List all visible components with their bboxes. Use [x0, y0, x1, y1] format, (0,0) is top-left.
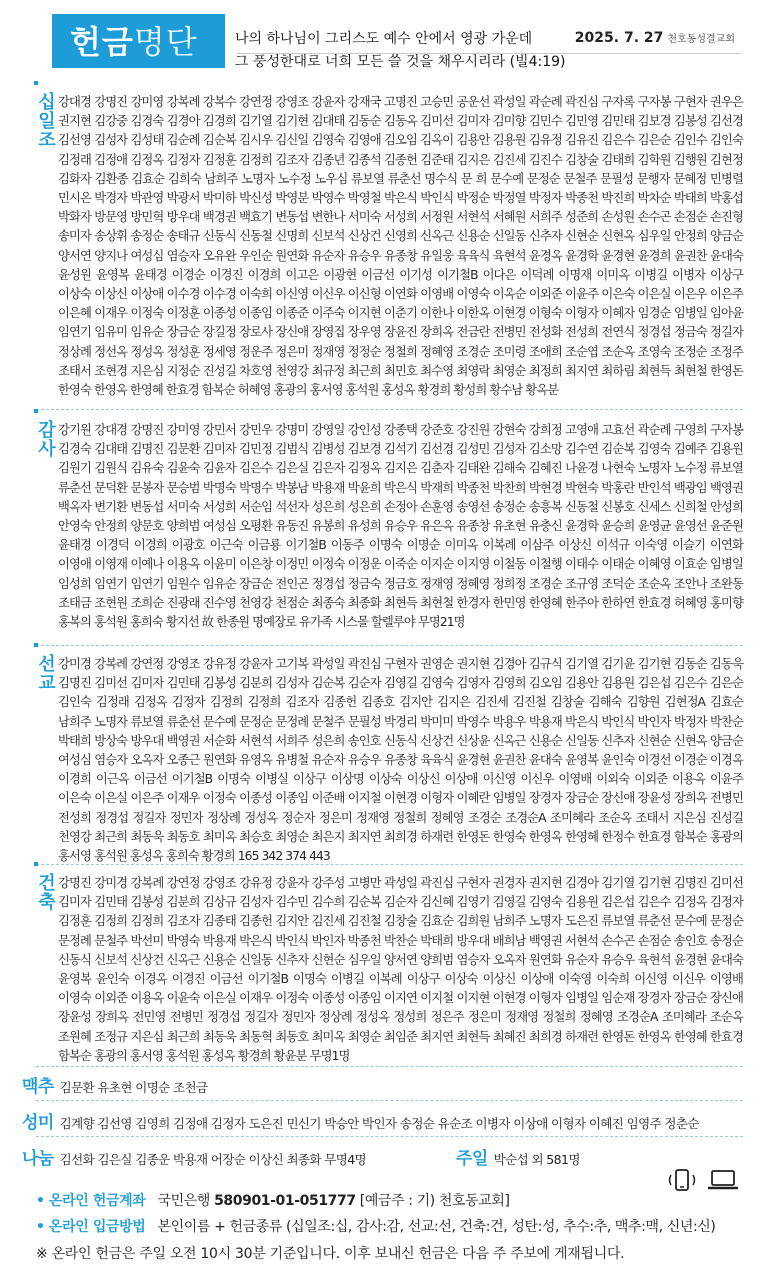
online-icons	[667, 1170, 739, 1194]
header-divider	[237, 53, 741, 54]
section-mission	[24, 655, 743, 866]
row-label: 성미	[22, 1113, 54, 1133]
section-names: 강미경 강복례 강연정 강영조 강유정 강윤자 고기복 곽성일 곽진심 구현자 권영순 권지현 김경아 김규식 김기열 김기윤 김기현 김동순 김동욱 김명진 김미선 김미자 김민태 김봉성 김분희 김성자 김순복 김순자 김영길 김영숙 김영자 김영희 김오임 김용안 김용원 김은섭 김은수 김은순 김인숙 김정래 김정옥 김정자 김정희 김정희 김조자 김종헌 김종호 김지안 김지은 김진세 김진철 김창술 김해숙 김향원 김현정A 김효순 남희주 노명자 류보열 류춘선 문수예 문정순 문정례 문철주 문필성 박경리 박미미 박영수 박용우 박용재 박은식 박인식 박인자 박정자 박찬순 박태희 방상숙 방우대 백영권 서순화 서현석 서희주 성은희 송인호 신동식 신상건 신상윤 신옥근 신용순 신일동 신추자 신현순 신현옥 양금순 여성심 염승자 오옥자 오종근 원연화 유영옥 유병철 유순자 유승우 유종창 육육식 윤경현 윤권찬 윤대숙 윤영복 윤인숙 이경선 이경순 이경옥 이경희 이근옥 이금선 이기철B 이명숙 이병실 이상구 이상명 이상숙 이상신 이상애 이신영 이신우 이영배 이외숙 이외준 이용옥 이윤주 이은숙 이은실 이은주 이재우 이정숙 이종성 이종임 이준배 이지철 이현경 이형자 이혜란 임병일 장경자 장금순 장신애 장윤성 장희옥 전병민 전성희 정경섭 정길자 정민자 정상례 정성옥 정순자 정은미 정재영 정철희 정혜영 조경순 조경순A 조미혜라 조순옥 조태서 지은심 진성길 천영강 최근희 최동욱 최동호 최미옥 최승호 최영순 최은지 최지연 최희경 하재련 한영돈 한영숙 한영옥 한영혜 한정수 한효경 함복순 홍광의 홍서영 홍석원 홍성옥 홍희숙 황경희 165 342 374 443	[58, 657, 743, 864]
divider	[36, 645, 743, 646]
account-holder: [예금주 : 기) 천호동교회]	[359, 1193, 510, 1209]
deposit-key: • 온라인 입금방법	[36, 1219, 146, 1235]
dateline	[575, 30, 735, 46]
page-title-badge	[52, 14, 225, 68]
row-seongmi	[22, 1108, 699, 1133]
section-names: 강명진 강미경 강복례 강연정 강영조 강유정 강윤자 강주성 고병만 곽성일 곽진심 구현자 권경자 권지현 김경아 김기열 김기현 김명진 김미선 김미자 김민태 김봉성 김분희 김상규 김성자 김수민 김수희 김순복 김순자 김신혜 김영기 김영길 김영숙 김용원 김은섭 김은수 김정옥 김정자 김정훈 김정희 김정희 김조자 김종태 김종헌 김지안 김진세 김진철 김창술 김효순 김희원 남희주 노명자 도은진 류보열 류춘선 문수예 문정순 문정례 문철주 박선미 박영숙 박용재 박은식 박인식 박인자 박종천 박찬순 박태희 방우대 배희남 백영권 서현석 손수곤 손점순 송인호 송정순 신동식 신보석 신상건 신옥근 신용순 신일동 신추자 신현순 심우일 양서연 양희범 염승자 오옥자 원연화 유순자 유승우 육현석 윤경현 윤대숙 윤영복 윤인숙 이경옥 이경진 이금선 이기철B 이명숙 이병길 이복례 이상구 이상숙 이상신 이상애 이숙영 이숙희 이신영 이신우 이영배 이영숙 이외준 이용옥 이윤숙 이은실 이재우 이정숙 이종성 이종임 이지연 이지철 이지현 이현경 이형자 임병일 임순재 장경자 장금순 장신애 장윤성 장희옥 전민영 전병민 정경섭 정길자 정민자 정상례 정성옥 정성희 정은주 정은미 정재영 정철희 정혜영 조경순A 조미혜라 조순옥 조원혜 조정규 지은심 최근희 최동욱 최동혁 최동호 최미옥 최영순 최임준 최지연 최현득 최혜진 최희경 하재련 한영돈 한영옥 한영혜 한효경 함복순 홍광의 홍서영 홍석원 홍성옥 황경희 황윤분 무명1명	[58, 876, 743, 1063]
divider	[36, 864, 743, 865]
row-names: 박순섭 외 581명	[493, 1152, 580, 1167]
section-building	[24, 874, 743, 1066]
page-title-main: 헌금	[70, 23, 134, 61]
row-nanum	[22, 1144, 366, 1169]
section-label: 선 교	[36, 655, 58, 693]
account-bank: 국민은행	[157, 1193, 211, 1209]
section-label: 건 축	[36, 874, 58, 912]
bulletin-date: 2025. 7. 27	[574, 30, 664, 46]
divider	[36, 1066, 743, 1067]
row-names: 김문환 유초현 이명순 조천금	[59, 1080, 208, 1095]
church-name: 천호동성결교회	[667, 34, 735, 45]
verse-line-2: 그 풍성한대로 너희 모든 쓸 것을 채우시리라 (빌4:19)	[235, 54, 566, 70]
section-label: 감 사	[36, 421, 58, 459]
account-key: • 온라인 헌금계좌	[36, 1193, 146, 1209]
row-names: 김선화 김은실 김종운 박용재 어장순 이상신 최종화 무명4명	[59, 1152, 367, 1167]
verse-line-1: 나의 하나님이 그리스도 예수 안에서 영광 가운데	[235, 31, 533, 47]
deposit-method: 본인이름 + 헌금종류 (십일조:십, 감사:감, 선교:선, 건축:건, 성탄:성, 추수:추, 맥추:맥, 신년:신)	[157, 1219, 716, 1235]
section-label: 십 일 조	[36, 93, 58, 150]
footer-note: ※ 온라인 헌금은 주일 오전 10시 30분 기준입니다. 이후 보내신 헌금은 다음 주 주보에 게재됩니다.	[36, 1246, 625, 1262]
bible-verse	[235, 28, 565, 74]
laptop-icon	[707, 1169, 739, 1195]
divider	[36, 409, 743, 410]
section-thanks	[24, 421, 743, 632]
row-label: 나눔	[22, 1149, 54, 1169]
account-number[interactable]: 580901-01-051777	[214, 1193, 356, 1209]
section-names: 강기원 강대경 강명진 강미영 강민서 강민우 강명미 강영일 강인성 강종택 강준호 강진원 강현숙 강희정 고영애 고효선 곽순례 구영희 구자봉 김경숙 김대태 김명진 김문환 김미자 김민정 김범식 김병성 김보경 김석기 김선경 김성민 김성자 김소망 김수연 김순복 김영숙 김예주 김용원 김원기 김원식 김유숙 김윤숙 김윤자 김은수 김은실 김은자 김정옥 김지은 김춘자 김태완 김해숙 김혜진 나윤경 나현숙 노명자 노수정 류보열 류춘선 문덕환 문봉자 문승범 박명숙 박명수 박봉남 박용재 박윤희 박은식 박재희 박종천 박찬희 박현경 박현숙 박홍란 반인석 백광임 백영권 백옥자 변기환 변동섭 서미숙 서성희 서순임 석선자 성은희 성은희 손정아 손훈영 송영선 송정순 송흥복 신동철 신봉호 신세스 신희철 안성희 안영숙 안정희 양문호 양희범 여성심 오평환 유동진 유봉희 유성희 유승우 유은옥 유종창 유초현 유충신 윤경학 윤승희 윤영균 윤영선 윤준원 윤태경 이경덕 이경희 이광호 이근숙 이금룡 이기철B 이동주 이명숙 이명순 이미옥 이복례 이삼주 이상신 이석규 이숙영 이슬기 이연화 이영애 이영재 이예나 이용옥 이윤미 이은창 이정민 이정숙 이정운 이죽순 이지순 이지영 이철동 이철행 이태수 이태순 이혜영 이효순 임병일 임성희 임연기 임연기 임원수 임유순 장금순 전인곤 정경섭 정금숙 정금호 정재영 정혜영 정희정 조경순 조규영 조덕순 조순옥 조안나 조완동 조태금 조현원 조희순 진광래 진수영 천영강 천점순 최종숙 최종화 최현득 최현철 한경자 한민영 한영혜 한주아 한하연 한효경 허혜영 홍미향 홍복의 홍석원 홍희숙 황지선 故 한종원 명예장로 유가족 시스몰 할렐루야 무명21명	[58, 423, 743, 630]
section-tithe	[24, 93, 743, 400]
row-label: 맥추	[22, 1077, 54, 1097]
divider	[36, 1136, 743, 1137]
section-names: 강대경 강명진 강미영 강복례 강복수 강연정 강영조 강윤자 강재국 고명진 고승민 공운선 곽성일 곽순례 곽진심 구자록 구자봉 구현자 권우은 권지현 김강중 김경숙 김경아 김경희 김기열 김기현 김대태 김동순 김동옥 김미선 김미자 김미향 김민수 김민영 김민태 김보경 김봉성 김선경 김선영 김성자 김성태 김순례 김순복 김시우 김신일 김영숙 김영애 김오임 김옥이 김용안 김용원 김유정 김유진 김은수 김은순 김인수 김인숙 김정래 김정애 김정옥 김정자 김정훈 김정희 김조자 김종년 김종석 김종헌 김준태 김지은 김진세 김진수 김창술 김태희 김학원 김행원 김현정 김화자 김환종 김효순 김희숙 남희주 노명자 노수정 노우심 류보열 류춘선 명수식 문 희 문수예 문정순 문철주 문필성 문행자 문혜정 민병렬 민시온 박경자 박관영 박광서 박미하 박신성 박영분 박영수 박영철 박은식 박인식 박정순 박정열 박정자 박종천 박진희 박차순 박태희 박홍섭 박화자 방문영 방민혁 방우대 백경권 백효기 변동섭 변한나 서미숙 서성희 서정원 서현석 서혜원 서희주 성준희 손성원 손수곤 손점순 손진형 송미자 송상휘 송정순 송태규 신동식 신동철 신명희 신보석 신상건 신영희 신옥근 신용순 신일동 신추자 신현순 신현옥 심우일 안정희 양금순 양서연 양지나 여성심 염승자 오유완 우인순 원연화 유순자 유승우 유종창 유일웅 육육식 육현석 윤경옥 윤경학 윤경현 윤경희 윤권찬 윤대숙 윤성원 윤영복 윤태경 이경순 이경진 이경희 이고은 이광현 이금선 이기성 이기철B 이다은 이덕례 이명재 이미옥 이병길 이병자 이상구 이상숙 이상신 이상애 이수경 이수경 이숙희 이신영 이신우 이신형 이연화 이영배 이영숙 이옥순 이외준 이윤주 이은숙 이은실 이은우 이은주 이은혜 이재우 이정숙 이정훈 이종성 이종임 이종준 이주숙 이지현 이춘기 이한나 이한옥 이현경 이형숙 이형자 이혜자 임경순 임병일 임아윤 임연기 임유미 임유순 장금순 장길정 장로사 장신애 장영집 장우영 장윤진 장희옥 전금란 전병민 전성화 전성희 전연식 정경섭 정금숙 정길자 정상례 정선옥 정성옥 정성훈 정세영 정운주 정은미 정재영 정정순 정철희 정혜영 조경순 조미령 조애희 조순엽 조순옥 조영숙 조정순 조정주 조태서 조현경 지은심 지정순 진성길 차호영 천영강 최규정 최근희 최민호 최수영 최영락 최영순 최정희 최지연 최하림 최현득 최현철 한영돈 한영숙 한영옥 한영혜 한효경 함복순 허혜영 홍광의 홍서영 홍석원 홍성옥 황경희 황성희 황수남 황옥분	[58, 95, 743, 398]
deposit-line	[36, 1216, 715, 1236]
row-names: 김계향 김선영 김영희 김정애 김정자 도은진 민신기 박승안 박인자 송정순 유순조 이병자 이상애 이형자 이혜진 임영주 정춘순	[59, 1116, 699, 1131]
row-label: 주일	[456, 1149, 488, 1169]
account-line	[36, 1190, 510, 1210]
phone-icon	[667, 1168, 697, 1196]
row-maekchu	[22, 1072, 207, 1097]
row-juil	[456, 1144, 580, 1169]
page-title-sub: 명단	[133, 23, 198, 61]
divider	[36, 1100, 743, 1101]
